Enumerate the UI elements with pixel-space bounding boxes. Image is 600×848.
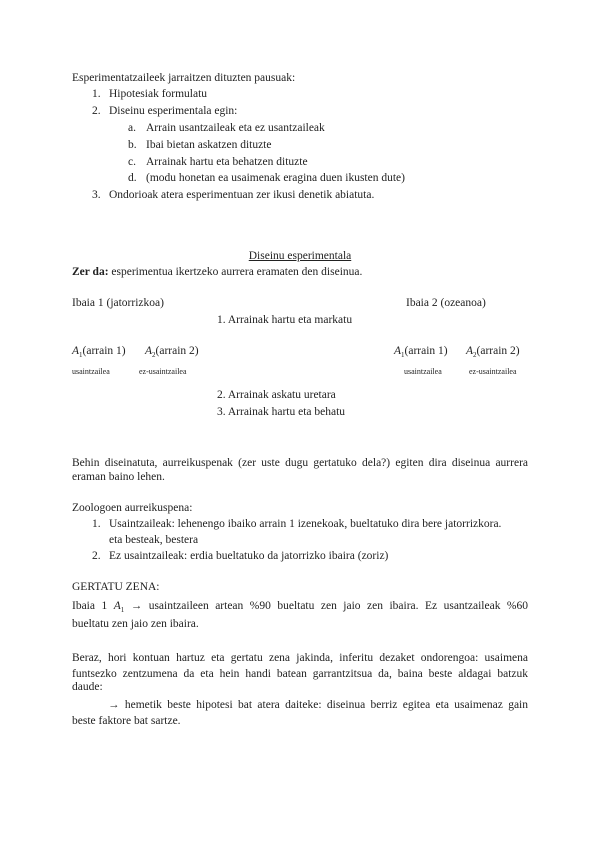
result-line-1 (72, 598, 528, 618)
step-3-text: Ondorioak atera esperimentuan zer ikusi denetik abiatuta. (109, 189, 375, 201)
river-1-label: Ibaia 1 (jatorrizkoa) (72, 297, 164, 309)
fish-symbol: A (72, 345, 80, 357)
step-2-number: 2. (92, 105, 101, 117)
fish-label: (arrain 2) (155, 345, 199, 357)
steps-intro: Esperimentatzaileek jarraitzen dituzten pausuak: (72, 72, 296, 84)
prediction-2-line-1: Ez usaintzaileak: erdia bueltatuko da jatorrizko ibaira (zoriz) (109, 550, 389, 562)
fish-label: (arrain 1) (82, 345, 126, 357)
river-1-fish-2-type: ez-usaintzailea (139, 367, 187, 376)
substep-c-number: c. (128, 156, 136, 168)
conclusion-line-3: daude: (72, 681, 103, 693)
conclusion-line-2: funtsezko zentzumena da eta hein handi batean garrantzitsua da, baina beste aldagai batzuk (72, 668, 528, 680)
design-title: Diseinu esperimentala (248, 250, 352, 262)
prediction-1-number: 1. (92, 518, 101, 530)
river-1-fish-2 (145, 345, 199, 359)
prediction-1-line-1: Usaintzaileak: lehenengo ibaiko arrain 1 izenekoak, bueltatuko dira bere jatorrizkora. (109, 518, 502, 530)
river-1-fish-1 (72, 345, 126, 359)
result-line-2: bueltatu zen jaio zen ibaira. (72, 618, 199, 630)
substep-d-text: (modu honetan ea usaimenak eragina duen ikusten dute) (146, 172, 405, 184)
design-step-2: 2. Arrainak askatu uretara (217, 389, 336, 401)
step-1-number: 1. (92, 88, 101, 100)
fish-symbol: A (466, 345, 474, 357)
step-2-text: Diseinu esperimentala egin: (109, 105, 238, 117)
river-2-fish-2-type: ez-usaintzailea (469, 367, 517, 376)
fish-symbol: A (113, 600, 121, 612)
river-2-fish-1 (394, 345, 448, 359)
fish-symbol: A (394, 345, 402, 357)
substep-c-text: Arrainak hartu eta behatzen dituzte (146, 156, 308, 168)
fish-subscript: 2 (152, 351, 156, 359)
definition-label: Zer da: (72, 266, 109, 278)
river-2-label: Ibaia 2 (ozeanoa) (406, 297, 486, 309)
substep-a-number: a. (128, 122, 136, 134)
fish-label: (arrain 1) (404, 345, 448, 357)
river-2-fish-2 (466, 345, 520, 359)
substep-b-text: Ibai bietan askatzen dituzte (146, 139, 272, 151)
step-3-number: 3. (92, 189, 101, 201)
step-1-text: Hipotesiak formulatu (109, 88, 208, 100)
river-2-fish-1-type: usaintzailea (404, 367, 442, 376)
design-step-1: 1. Arrainak hartu eta markatu (217, 314, 353, 326)
conclusion-arrow-line-1: → hemetik beste hipotesi bat atera daiteke: diseinua berriz egitea eta usaimenaz gain (108, 699, 528, 711)
fish-subscript: 1 (79, 351, 83, 359)
substep-b-number: b. (128, 139, 137, 151)
fish-subscript: 2 (473, 351, 477, 359)
fish-subscript: 1 (401, 351, 405, 359)
conclusion-line-1: Beraz, hori kontuan hartuz eta gertatu zena jakinda, inferitu dezaket ondorengoa: usaimena (72, 652, 528, 664)
result-text: → usaintzaileen artean %90 bueltatu zen jaio zen ibaira. Ez usantzaileak %60 (124, 600, 528, 612)
zoologists-prediction-label: Zoologoen aurreikuspena: (72, 502, 193, 514)
fish-symbol: A (145, 345, 153, 357)
definition-text: esperimentua ikertzeko aurrera eramaten den diseinua. (108, 266, 363, 278)
fish-label: (arrain 2) (476, 345, 520, 357)
predictions-intro-line-1: Behin diseinatuta, aurreikuspenak (zer uste dugu gertatuko dela?) egiten dira diseinua aurrera (72, 457, 528, 469)
river-1-fish-1-type: usaintzailea (72, 367, 110, 376)
conclusion-arrow-line-2: beste faktore bat sartze. (72, 715, 181, 727)
substep-a-text: Arrain usantzaileak eta ez usantzaileak (146, 122, 325, 134)
result-river: Ibaia 1 (72, 600, 114, 612)
result-heading: GERTATU ZENA: (72, 581, 160, 593)
design-definition (72, 266, 362, 278)
substep-d-number: d. (128, 172, 137, 184)
prediction-1-line-2: eta besteak, bestera (109, 534, 199, 546)
fish-subscript: 1 (120, 606, 125, 614)
design-step-3: 3. Arrainak hartu eta behatu (217, 406, 346, 418)
predictions-intro-line-2: eraman baino lehen. (72, 471, 165, 483)
prediction-2-number: 2. (92, 550, 101, 562)
